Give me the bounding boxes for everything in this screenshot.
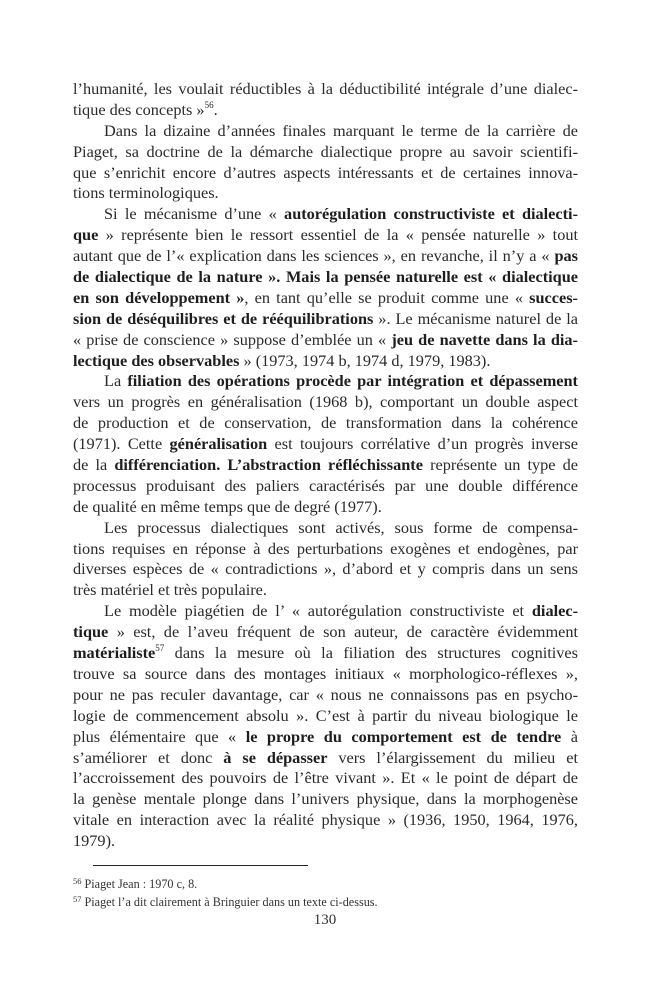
page-number: 130 [313,912,337,928]
text-run: plus élémentaire que « [73,726,246,746]
text-run: l’accroissement des pouvoirs de l’être vivant ». Et « le point de départ de [73,768,578,788]
text-line [73,748,578,769]
footnote-text: Piaget Jean : 1970 c, 8. [84,877,198,891]
text-run: de qualité en même temps que de degré (1977). [73,496,382,516]
text-line [73,518,578,539]
bold-text: matérialiste [73,643,156,663]
text-run: la genèse mentale plonge dans l’univers physique, dans la morphogenèse [73,789,578,809]
text-run: dans la mesure où la filiation des structures cognitives [164,643,578,663]
text-run: autant que de l’« explication dans les sciences », en revanche, il n’y a « [73,246,555,266]
text-run: diverses espèces de « contradictions », d’abord et y compris dans un sens [73,559,578,579]
text-run: très matériel et très populaire. [73,580,267,600]
text-run: de production et de conservation, de transformation dans la cohérence [73,413,578,433]
text-line [73,476,578,497]
text-run: » (1973, 1974 b, 1974 d, 1979, 1983). [239,350,491,370]
text-line [73,392,578,413]
text-run: vers un progrès en généralisation (1968 b), comportant un double aspect [73,392,578,412]
text-line [73,121,578,142]
text-line [73,183,578,204]
bold-text: pas [554,246,578,266]
text-run: trouve sa source dans des montages initiaux « morphologico-réflexes », [73,663,578,683]
bold-text: différenciation. L’abstraction réfléchissante [114,455,423,475]
text-line [73,434,578,455]
body-text [73,79,578,852]
footnote-57 [73,890,578,908]
text-run: processus produisant des paliers caractérisés par une double différence [73,475,578,495]
paragraph [73,371,578,517]
text-line [73,371,578,392]
text-line [73,455,578,476]
text-line [73,559,578,580]
text-run: . [213,99,218,119]
bold-text: tique [73,622,109,642]
text-line [73,351,578,372]
text-line [73,79,578,100]
text-run: Piaget, sa doctrine de la démarche dialectique propre au savoir scientifi- [73,141,578,161]
text-line [73,246,578,267]
text-line [73,288,578,309]
footnote-number: 56 [73,876,82,886]
text-line [73,267,578,288]
text-line [73,580,578,601]
footnote-separator [93,865,308,866]
bold-text: que [73,225,99,245]
bold-text: sion de déséquilibres et de rééquilibrations [73,308,374,328]
footnotes [73,872,578,908]
text-run: logie de commencement absolu ». C’est à partir du niveau biologique le [73,705,578,725]
bold-text: jeu de navette dans la dia- [391,329,578,349]
text-run: ». Le mécanisme naturel de la [373,308,579,328]
text-run: La [104,371,128,391]
text-run: que s’enrichit encore d’autres aspects intéressants et de certaines innova- [73,162,578,182]
text-line [73,100,578,121]
text-run: Les processus dialectiques sont activés, sous forme de compensa- [104,517,578,537]
footnote-56 [73,872,578,890]
text-line [73,309,578,330]
text-run: Le modèle piagétien de l’ « autorégulation constructiviste et [104,601,532,621]
bold-text: dialec- [531,601,578,621]
text-line [73,142,578,163]
paragraph [73,79,578,121]
text-line [73,163,578,184]
bold-text: généralisation [169,434,268,454]
text-run: représente un type de [422,455,578,475]
text-run: vitale en interaction avec la réalité physique » (1936, 1950, 1964, 1976, [73,810,578,830]
text-run: à [561,726,578,746]
text-line [73,622,578,643]
footnote-text: Piaget l’a dit clairement à Bringuier dans un texte ci-dessus. [84,895,378,909]
text-run: vers l’élargissement du milieu et [327,747,578,767]
footnote-number: 57 [73,894,82,904]
text-run: Dans la dizaine d’années finales marquant le terme de la carrière de [104,120,578,140]
text-line [73,706,578,727]
paragraph [73,601,578,852]
bold-text: autorégulation constructiviste et dialecti- [284,204,579,224]
bold-text: lectique des observables [73,350,240,370]
text-run: » est, de l’aveu fréquent de son auteur, de caractère évidemment [108,622,578,642]
text-run: « prise de conscience » suppose d’emblée un « [73,329,392,349]
text-line [73,497,578,518]
text-run: tions terminologiques. [73,183,219,203]
bold-text: succes- [529,287,578,307]
text-run: est toujours corrélative d’un progrès inverse [267,434,578,454]
text-line [73,789,578,810]
text-run: tique des concepts » [73,99,205,119]
footnote-reference: 56 [204,99,214,110]
text-run: s’améliorer et donc [73,747,224,767]
text-run: l’humanité, les voulait réductibles à la déductibilité intégrale d’une dialec- [73,79,578,98]
text-line [73,539,578,560]
text-line [73,810,578,831]
text-run: Si le mécanisme d’une « [104,204,285,224]
bold-text: à se dépasser [223,747,328,767]
footnote-reference: 57 [155,643,165,654]
paragraph [73,121,578,205]
text-run: de la [73,455,115,475]
bold-text: filiation des opérations procède par intégration et dépassement [127,371,578,391]
text-line [73,831,578,852]
text-run: » représente bien le ressort essentiel de la « pensée naturelle » tout [98,225,578,245]
text-run: 1979). [73,831,116,851]
text-run: pour ne pas reculer davantage, car « nous ne connaissons pas en psycho- [73,684,578,704]
text-line [73,664,578,685]
paragraph [73,204,578,371]
text-run: , en tant qu’elle se produit comme une « [244,287,530,307]
bold-text: de dialectique de la nature ». Mais la pensée naturelle est « dialectique [73,267,578,287]
text-line [73,643,578,664]
text-line [73,204,578,225]
text-line [73,685,578,706]
text-line [73,601,578,622]
bold-text: en son développement » [73,287,245,307]
text-line [73,413,578,434]
text-run: (1971). Cette [73,434,170,454]
bold-text: le propre du comportement est de tendre [245,726,562,746]
text-line [73,768,578,789]
text-line [73,225,578,246]
text-line [73,727,578,748]
text-line [73,330,578,351]
paragraph [73,518,578,602]
text-run: tions requises en réponse à des perturbations exogènes et endogènes, par [73,538,578,558]
